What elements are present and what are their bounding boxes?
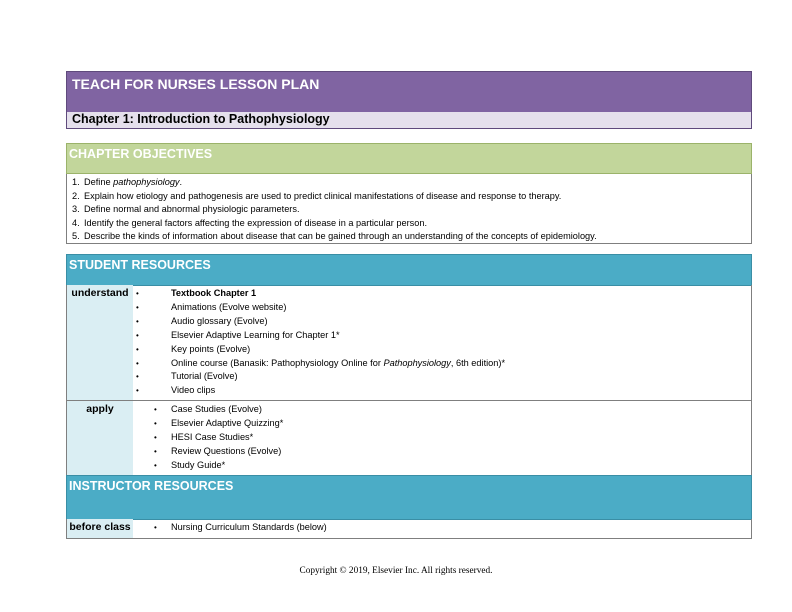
resource-item <box>136 315 505 329</box>
student-resources-table <box>66 285 752 476</box>
resource-text: Video clips <box>171 385 216 396</box>
resource-item <box>136 357 506 371</box>
bullet-icon: • <box>136 316 139 326</box>
bullet-icon: • <box>136 344 139 354</box>
objective-item <box>72 190 597 204</box>
understand-label-cell <box>67 285 133 400</box>
resource-item <box>136 384 505 398</box>
lesson-plan-title-bar <box>66 71 752 113</box>
before-class-label: before class <box>69 521 131 533</box>
resource-text: Review Questions (Evolve) <box>171 445 282 456</box>
apply-row <box>67 401 751 475</box>
resource-text: Animations (Evolve website) <box>171 301 287 312</box>
apply-list <box>154 403 284 473</box>
chapter-title: Chapter 1: Introduction to Pathophysiology <box>72 112 330 126</box>
resource-item <box>136 329 505 343</box>
resource-text: Elsevier Adaptive Learning for Chapter 1* <box>171 329 340 340</box>
student-resources-header <box>66 254 752 286</box>
resource-item <box>136 301 505 315</box>
understand-row <box>67 285 751 401</box>
objective-item <box>72 176 597 190</box>
resource-text: Audio glossary (Evolve) <box>171 315 268 326</box>
resource-item <box>154 521 327 535</box>
objective-number: 1. <box>72 177 80 187</box>
before-class-list <box>154 521 327 535</box>
resource-text-end: , 6th edition)* <box>450 357 506 368</box>
bullet-icon: • <box>136 330 139 340</box>
resource-item <box>136 370 505 384</box>
student-resources-heading: STUDENT RESOURCES <box>69 258 211 272</box>
resource-text: Tutorial (Evolve) <box>171 371 238 382</box>
resource-item <box>154 431 283 445</box>
before-class-row <box>67 519 751 538</box>
bullet-icon: • <box>136 386 139 396</box>
bullet-icon: • <box>136 358 139 368</box>
bullet-icon: • <box>154 405 157 414</box>
objective-number: 4. <box>72 217 80 228</box>
objective-number: 3. <box>72 204 80 214</box>
resource-text: Key points (Evolve) <box>171 343 251 354</box>
resource-item <box>154 417 284 431</box>
resource-emphasis: Pathophysiology <box>383 357 451 368</box>
objective-text: Define <box>84 177 114 187</box>
understand-label: understand <box>71 287 129 299</box>
resource-item <box>154 459 283 473</box>
resource-item <box>136 287 505 301</box>
apply-label: apply <box>86 403 114 415</box>
resource-text: Online course (Banasik: Pathophysiology Online for <box>171 357 384 368</box>
objective-text: Identify the general factors affecting the expression of disease in a particular person. <box>84 217 428 228</box>
resource-text: HESI Case Studies* <box>171 431 254 442</box>
objectives-heading: CHAPTER OBJECTIVES <box>69 147 213 161</box>
bullet-icon: • <box>136 302 139 312</box>
bullet-icon: • <box>154 523 157 532</box>
objective-item <box>72 203 597 217</box>
instructor-resources-heading: INSTRUCTOR RESOURCES <box>69 479 234 493</box>
objective-text: Describe the kinds of information about disease that can be gained through an understanding of the concepts of epidemiology. <box>84 231 597 241</box>
objective-item <box>72 217 597 231</box>
resource-text: Nursing Curriculum Standards (below) <box>171 522 327 532</box>
bullet-icon: • <box>154 446 157 456</box>
resource-item <box>154 445 283 459</box>
bullet-icon: • <box>154 460 157 470</box>
bullet-icon: • <box>154 418 157 428</box>
resource-text: Study Guide* <box>171 459 226 470</box>
lesson-plan-title: TEACH FOR NURSES LESSON PLAN <box>72 76 320 92</box>
before-class-label-cell <box>67 519 133 538</box>
objective-item <box>72 230 597 244</box>
copyright-notice: Copyright © 2019, Elsevier Inc. All rights reserved. <box>299 566 493 576</box>
objectives-box <box>66 174 752 244</box>
objective-number: 2. <box>72 190 80 201</box>
chapter-title-bar <box>66 112 752 129</box>
resource-text: Case Studies (Evolve) <box>171 404 262 414</box>
bullet-icon: • <box>154 432 157 442</box>
resource-text: Elsevier Adaptive Quizzing* <box>171 417 284 428</box>
objective-emphasis: pathophysiology <box>113 177 180 187</box>
apply-label-cell <box>67 401 133 475</box>
objective-text: Define normal and abnormal physiologic parameters. <box>84 204 300 214</box>
instructor-resources-table <box>66 519 752 539</box>
bullet-icon: • <box>136 289 139 298</box>
objective-number: 5. <box>72 231 80 241</box>
objective-text-end: . <box>179 177 183 187</box>
understand-list <box>136 287 506 398</box>
objective-text: Explain how etiology and pathogenesis are used to predict clinical manifestations of disease and response to therapy. <box>84 190 562 201</box>
objectives-list <box>72 176 597 244</box>
instructor-resources-header <box>66 475 752 520</box>
resource-item <box>136 343 505 357</box>
objectives-header <box>66 143 752 174</box>
resource-item <box>154 403 283 417</box>
resource-text: Textbook Chapter 1 <box>171 288 257 298</box>
bullet-icon: • <box>136 372 139 382</box>
